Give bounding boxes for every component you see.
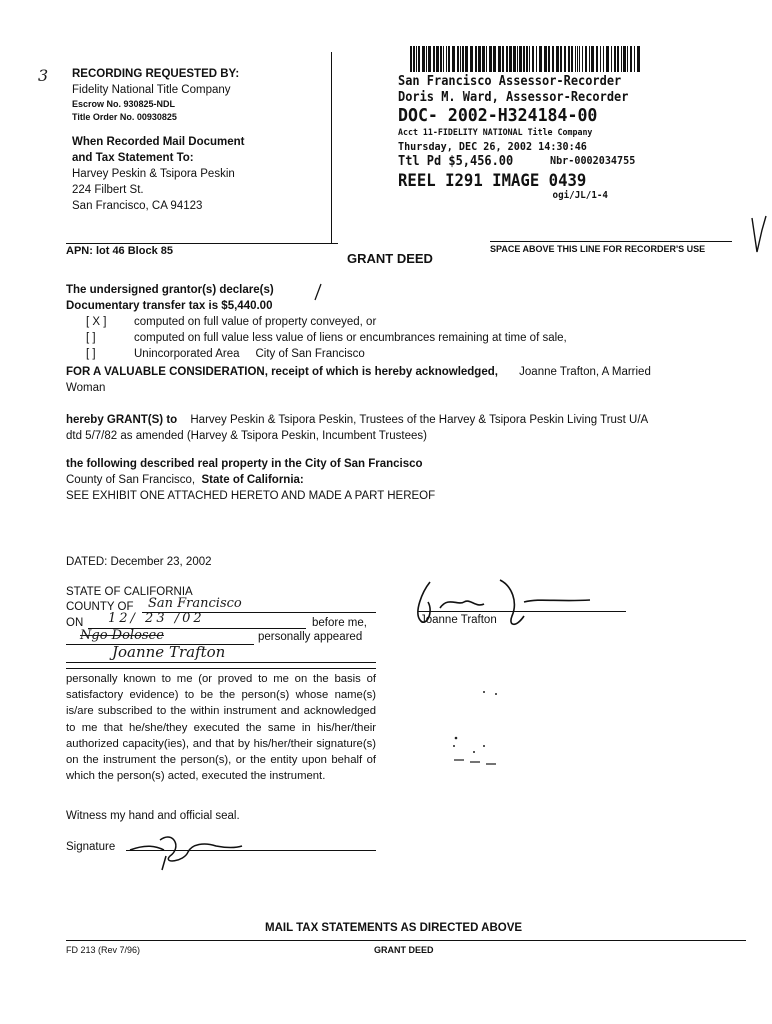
notary-state: STATE OF CALIFORNIA <box>66 586 193 598</box>
barcode-bar <box>475 46 477 72</box>
appeared-rule-2 <box>66 668 376 669</box>
barcode-bar <box>482 46 485 72</box>
barcode-bar <box>486 46 487 72</box>
tax-option-2-text: computed on full value less value of liens or encumbrances remaining at time of sale, <box>134 332 567 344</box>
mail-city: San Francisco, CA 94123 <box>72 200 203 212</box>
barcode-bar <box>548 46 550 72</box>
barcode-bar <box>418 46 420 72</box>
tax-option-2 <box>66 330 567 346</box>
barcode-bar <box>416 46 417 72</box>
barcode-bar <box>627 46 628 72</box>
mail-heading-1: When Recorded Mail Document <box>72 136 245 148</box>
recording-company: Fidelity National Title Company <box>72 84 231 96</box>
stamp-recorder: Doris M. Ward, Assessor-Recorder <box>398 90 629 105</box>
barcode-bar <box>582 46 583 72</box>
consideration-lead: FOR A VALUABLE CONSIDERATION, receipt of which is hereby acknowledged, <box>66 366 498 378</box>
declaration-line-1: The undersigned grantor(s) declare(s) <box>66 284 274 296</box>
grantor-name-cont: Woman <box>66 382 106 394</box>
transfer-tax: Documentary transfer tax is $5,440.00 <box>66 300 273 312</box>
barcode-bar <box>564 46 566 72</box>
barcode-bar <box>502 46 504 72</box>
signature-label: Signature <box>66 841 116 853</box>
notary-acknowledgment: personally known to me (or proved to me on the basis of satisfactory evidence) to be the person(s) whose name(s) is/are subscribed to the within instrument and acknowledged to me that he/she/they executed the same in his/her/their authorized capacity(ies), and that by his/her/their signature(s) on the instrument the person(s), or the entity upon behalf of which the person(s) acted, executed the instrument. <box>66 673 376 783</box>
grantor-signature-hand <box>430 590 438 591</box>
property-line-1: the following described real property in the City of San Francisco <box>66 458 423 470</box>
barcode-bar <box>506 46 508 72</box>
stamp-paid: Ttl Pd $5,456.00 <box>398 154 514 169</box>
grantor-signature <box>400 572 620 642</box>
barcode-bar <box>470 46 473 72</box>
mail-heading-2: and Tax Statement To: <box>72 152 194 164</box>
footer-title: GRANT DEED <box>374 945 434 955</box>
tax-option-1-box: [ X ] <box>86 316 107 328</box>
barcode-bar <box>623 46 626 72</box>
mail-tax-statement: MAIL TAX STATEMENTS AS DIRECTED ABOVE <box>265 922 523 934</box>
document-title: GRANT DEED <box>347 251 433 266</box>
stamp-reel-image: REEL I291 IMAGE 0439 <box>398 171 587 191</box>
barcode-bar <box>568 46 570 72</box>
barcode-bar <box>462 46 464 72</box>
barcode-bar <box>577 46 578 72</box>
barcode-bar <box>621 46 622 72</box>
barcode-bar <box>571 46 573 72</box>
barcode-bar <box>428 46 431 72</box>
grant-lead: hereby GRANT(S) to <box>66 414 178 426</box>
barcode-bar <box>529 46 530 72</box>
notary-county-label: COUNTY OF <box>66 601 134 613</box>
barcode-bar <box>544 46 547 72</box>
notary-date-handwritten: 12/ 23 /02 <box>108 611 205 626</box>
barcode-bar <box>489 46 492 72</box>
notary-appeared: personally appeared <box>258 631 363 643</box>
property-county: County of San Francisco, <box>66 474 196 486</box>
barcode-bar <box>443 46 444 72</box>
grant <box>66 412 746 428</box>
stamp-nbr: Nbr-0002034755 <box>550 154 636 167</box>
mail-addressee: Harvey Peskin & Tsipora Peskin <box>72 168 235 180</box>
grantor-printed-name: Joanne Trafton <box>420 614 497 626</box>
seal-residue <box>440 686 530 776</box>
barcode-bar <box>600 46 601 72</box>
barcode-bar <box>603 46 604 72</box>
stamp-code: ogi/JL/1-4 <box>552 190 608 201</box>
notary-name-handwritten: Ngo Dolosee <box>80 628 164 643</box>
tax-option-2-box: [ ] <box>86 332 96 344</box>
barcode-bar <box>539 46 542 72</box>
barcode-bar <box>532 46 534 72</box>
consideration <box>66 364 746 380</box>
barcode-bar <box>517 46 518 72</box>
appeared-rule <box>66 662 376 663</box>
county-handwritten: San Francisco <box>148 596 242 611</box>
barcode-bar <box>611 46 612 72</box>
escrow-number: Escrow No. 930825-NDL <box>72 99 176 109</box>
barcode-bar <box>536 46 537 72</box>
dated: DATED: December 23, 2002 <box>66 556 212 568</box>
margin-mark: 3 <box>38 66 49 85</box>
barcode-bar <box>523 46 525 72</box>
recording-block <box>72 66 245 214</box>
barcode-bar <box>440 46 442 72</box>
barcode-bar <box>617 46 619 72</box>
tax-option-1 <box>66 314 567 330</box>
barcode-bar <box>410 46 412 72</box>
grantee-cont: dtd 5/7/82 as amended (Harvey & Tsipora Peskin, Incumbent Trustees) <box>66 430 427 442</box>
barcode-bar <box>513 46 516 72</box>
tax-option-3-box: [ ] <box>86 348 96 360</box>
barcode-bar <box>498 46 501 72</box>
barcode-bar <box>433 46 435 72</box>
apn: APN: lot 46 Block 85 <box>66 245 173 257</box>
barcode-bar <box>614 46 616 72</box>
barcode-bar <box>478 46 481 72</box>
property-state: State of California: <box>201 474 304 486</box>
barcode-bar <box>493 46 496 72</box>
barcode-bar <box>509 46 512 72</box>
barcode-bar <box>630 46 632 72</box>
barcode-bar <box>465 46 468 72</box>
mail-street: 224 Filbert St. <box>72 184 144 196</box>
apn-rule <box>66 243 338 244</box>
property-exhibit: SEE EXHIBIT ONE ATTACHED HERETO AND MADE A PART HEREOF <box>66 490 436 502</box>
barcode-bar <box>560 46 562 72</box>
barcode-bar <box>446 46 447 72</box>
barcode-bar <box>589 46 590 72</box>
notary-before: before me, <box>312 617 367 629</box>
barcode-bar <box>585 46 587 72</box>
barcode-bar <box>579 46 580 72</box>
stamp-office: San Francisco Assessor-Recorder <box>398 74 622 89</box>
barcode-bar <box>460 46 461 72</box>
barcode-bar <box>413 46 415 72</box>
barcode-bar <box>606 46 609 72</box>
barcode-bar <box>596 46 598 72</box>
property-description <box>66 456 435 504</box>
form-number: FD 213 (Rev 7/96) <box>66 945 141 955</box>
appeared-handwritten: Joanne Trafton <box>112 643 226 661</box>
witness-line: Witness my hand and official seal. <box>66 810 240 822</box>
stamp-date: Thursday, DEC 26, 2002 14:30:46 <box>398 140 587 153</box>
grantor-name: Joanne Trafton, A Married <box>519 366 651 378</box>
stamp-doc-number: DOC- 2002-H324184-00 <box>398 105 598 126</box>
tax-option-1-text: computed on full value of property conveyed, or <box>134 316 377 328</box>
stamp-account: Acct 11-FIDELITY NATIONAL Title Company <box>398 128 593 138</box>
barcode-bar <box>526 46 528 72</box>
recorder-space-note: SPACE ABOVE THIS LINE FOR RECORDER'S USE <box>490 244 706 254</box>
barcode-bar <box>637 46 640 72</box>
barcode-bar <box>448 46 450 72</box>
barcode-bar <box>552 46 554 72</box>
barcode-bar <box>519 46 522 72</box>
barcode-bar <box>422 46 425 72</box>
barcode-bar <box>634 46 635 72</box>
barcode-bar <box>452 46 455 72</box>
recording-heading: RECORDING REQUESTED BY: <box>72 68 240 80</box>
grantee: Harvey Peskin & Tsipora Peskin, Trustees of the Harvey & Tsipora Peskin Living Trust U/A <box>190 414 649 426</box>
notary-signature <box>126 826 246 874</box>
tax-option-3 <box>66 346 567 362</box>
barcode-bar <box>457 46 459 72</box>
margin-initial-mark <box>748 212 770 260</box>
header-divider <box>331 52 332 244</box>
barcode <box>410 46 642 72</box>
barcode-bar <box>556 46 559 72</box>
barcode-bar <box>436 46 439 72</box>
notary-on-label: ON <box>66 617 84 629</box>
barcode-bar <box>426 46 427 72</box>
recorder-stamp <box>398 74 738 202</box>
slash-mark <box>312 282 324 302</box>
barcode-bar <box>575 46 576 72</box>
barcode-bar <box>591 46 594 72</box>
recorder-space-rule <box>490 241 732 242</box>
title-order-number: Title Order No. 00930825 <box>72 112 177 122</box>
footer-rule <box>66 940 746 941</box>
tax-option-3-text: Unincorporated Area City of San Francisco <box>134 348 365 360</box>
